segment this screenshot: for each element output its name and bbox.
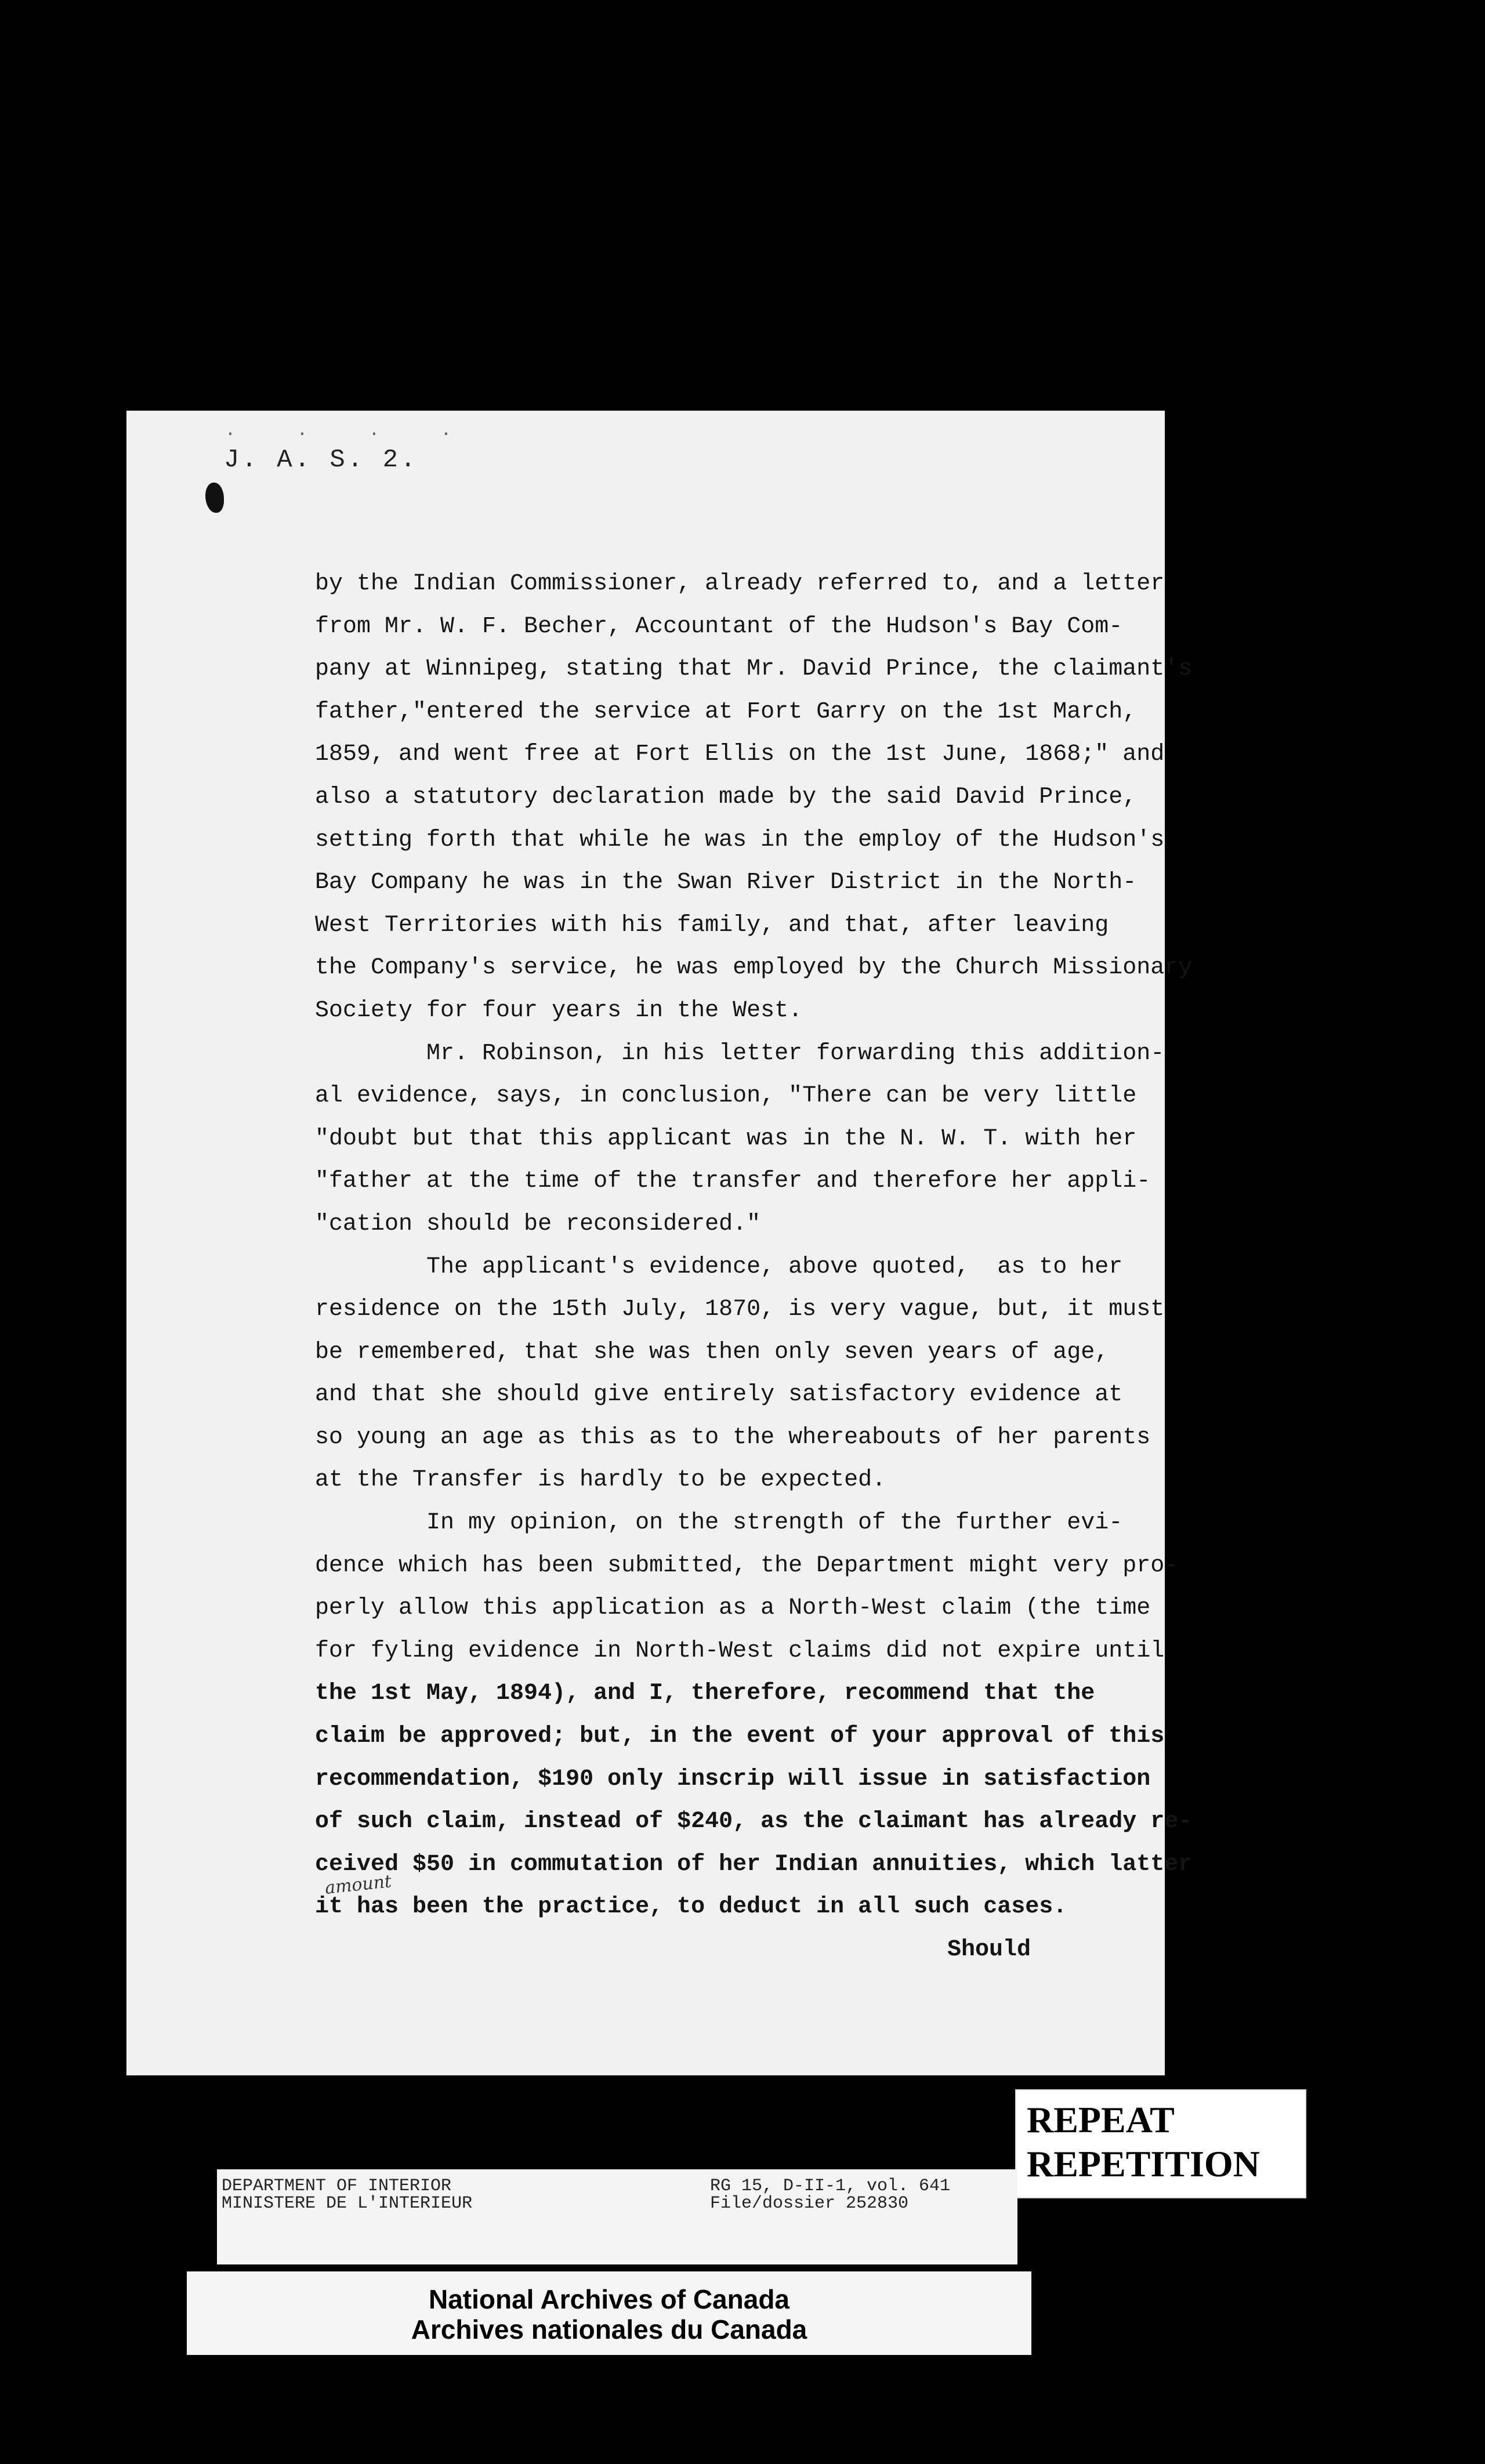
text-line: at the Transfer is hardly to be expected. [315, 1467, 886, 1494]
text-line: Society for four years in the West. [315, 997, 803, 1024]
text-line: be remembered, that she was then only seven years of age, [315, 1339, 1109, 1365]
ink-blot [205, 483, 224, 513]
archives-name-en: National Archives of Canada [428, 2284, 789, 2314]
text-line: the Company's service, he was employed by the Church Missionary [315, 955, 1193, 981]
text-line: residence on the 15th July, 1870, is very vague, but, it must [315, 1296, 1165, 1323]
text-line: perly allow this application as a North-West claim (the time [315, 1595, 1151, 1622]
archives-name-fr: Archives nationales du Canada [411, 2314, 807, 2345]
text-line: "doubt but that this applicant was in the N. W. T. with her [315, 1125, 1137, 1152]
text-line: of such claim, instead of $240, as the claimant has already re- [315, 1809, 1193, 1835]
text-line: recommendation, $190 only inscrip will issue in satisfaction [315, 1766, 1151, 1792]
letter-body [315, 563, 1193, 1972]
text-line: it has been the practice, to deduct in all such cases. [315, 1894, 1067, 1921]
repeat-stamp [1015, 2089, 1306, 2198]
text-line: "cation should be reconsidered." [315, 1211, 761, 1237]
catchword: Should [947, 1937, 1031, 1963]
department-name: DEPARTMENT OF INTERIOR MINISTERE DE L'INTERIEUR [222, 2176, 473, 2213]
text-line: the 1st May, 1894), and I, therefore, recommend that the [315, 1680, 1095, 1707]
text-line: al evidence, says, in conclusion, "There can be very little [315, 1083, 1137, 1110]
document-page [126, 411, 1193, 2075]
stamp-line-en: REPEAT [1027, 2099, 1175, 2140]
text-line: Mr. Robinson, in his letter forwarding this addition- [315, 1040, 1165, 1067]
file-reference-label [217, 2169, 1017, 2264]
archives-label [187, 2271, 1031, 2355]
punch-marks: · · · · [225, 425, 477, 444]
text-line: claim be approved; but, in the event of your approval of this [315, 1723, 1165, 1750]
file-number: RG 15, D-II-1, vol. 641 File/dossier 252830 [710, 2176, 951, 2213]
stamp-line-fr: REPETITION [1027, 2143, 1260, 2184]
text-line: West Territories with his family, and that, after leaving [315, 912, 1109, 939]
text-line: In my opinion, on the strength of the further evi- [315, 1510, 1123, 1537]
text-line: dence which has been submitted, the Department might very pro- [315, 1552, 1179, 1579]
page-reference: J. A. S. 2. [224, 445, 418, 474]
text-line: father,"entered the service at Fort Garry on the 1st March, [315, 698, 1137, 725]
text-line: pany at Winnipeg, stating that Mr. David Prince, the claimant's [315, 656, 1193, 683]
handwritten-annotation: amount [324, 1871, 393, 1898]
text-line: ceived $50 in commutation of her Indian annuities, which latter [315, 1851, 1193, 1878]
text-line: so young an age as this as to the whereabouts of her parents [315, 1424, 1151, 1451]
text-line: also a statutory declaration made by the said David Prince, [315, 784, 1137, 810]
text-line: for fyling evidence in North-West claims did not expire until [315, 1637, 1165, 1664]
text-line: 1859, and went free at Fort Ellis on the 1st June, 1868;" and [315, 741, 1165, 768]
text-line: The applicant's evidence, above quoted, as to her [315, 1253, 1123, 1280]
text-line: by the Indian Commissioner, already referred to, and a letter [315, 571, 1165, 597]
text-line: "father at the time of the transfer and therefore her appli- [315, 1168, 1151, 1195]
text-line: setting forth that while he was in the employ of the Hudson's [315, 827, 1165, 853]
text-line: Bay Company he was in the Swan River District in the North- [315, 869, 1137, 896]
text-line: and that she should give entirely satisfactory evidence at [315, 1382, 1123, 1408]
text-line: from Mr. W. F. Becher, Accountant of the Hudson's Bay Com- [315, 613, 1123, 640]
